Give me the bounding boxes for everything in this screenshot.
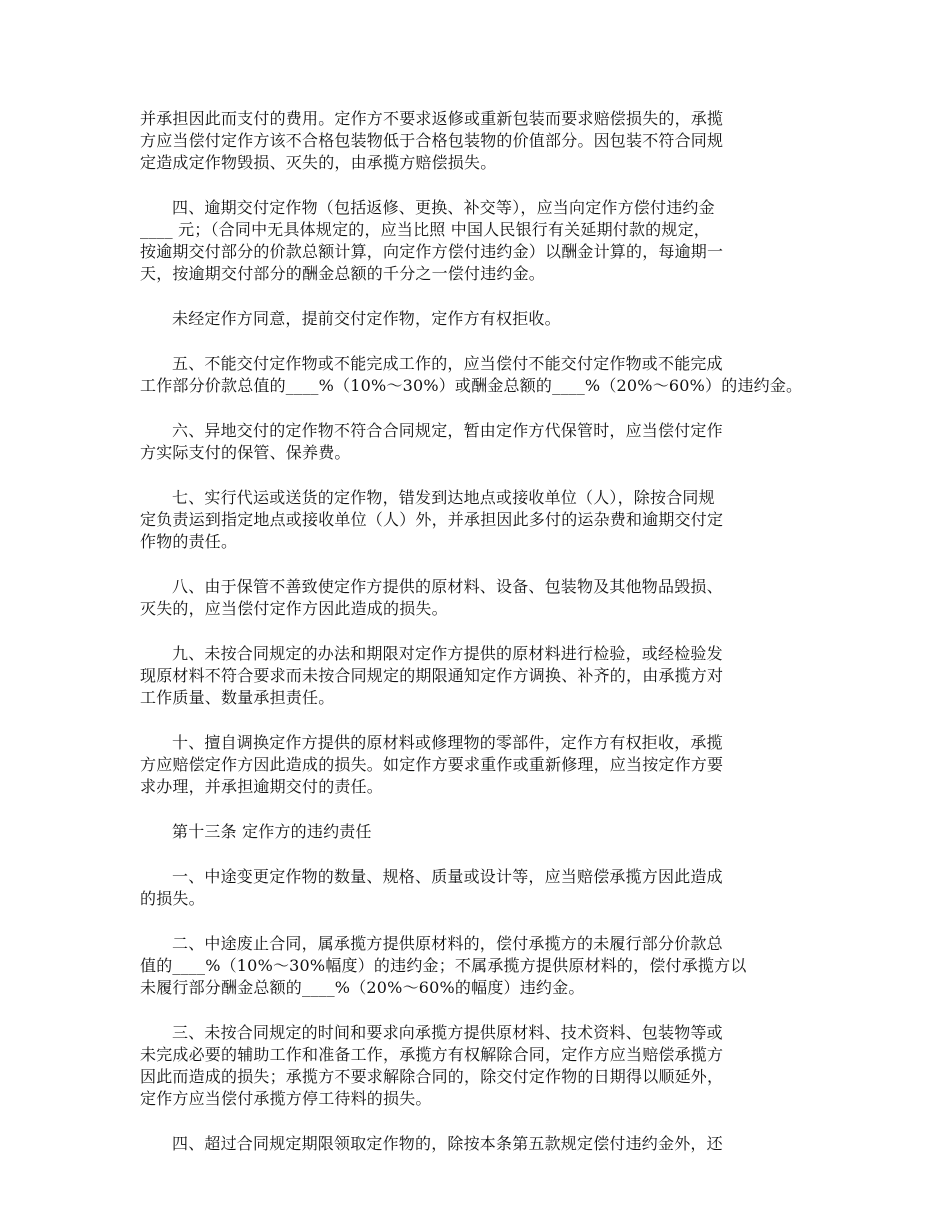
- paragraph-line: 三、未按合同规定的时间和要求向承揽方提供原材料、技术资料、包装物等或: [172, 1023, 723, 1042]
- document-paragraph: [140, 308, 820, 330]
- paragraph-line: 定负责运到指定地点或接收单位（人）外，并承担因此多付的运杂费和逾期交付定: [140, 510, 724, 529]
- document-paragraph: [140, 1022, 820, 1110]
- paragraph-line: 的损失。: [140, 889, 205, 908]
- paragraph-line: 因此而造成的损失；承揽方不要求解除合同的，除交付定作物的日期得以顺延外，: [140, 1067, 724, 1086]
- document-paragraph: [140, 643, 820, 709]
- paragraph-line: 工作质量、数量承担责任。: [140, 688, 335, 707]
- paragraph-line: 四、逾期交付定作物（包括返修、更换、补交等），应当向定作方偿付违约金: [172, 198, 715, 217]
- paragraph-line: 八、由于保管不善致使定作方提供的原材料、设备、包装物及其他物品毁损、: [172, 577, 723, 596]
- document-paragraph: [140, 108, 820, 174]
- paragraph-line: 天，按逾期交付部分的酬金总额的千分之一偿付违约金。: [140, 264, 546, 283]
- paragraph-line: 按逾期交付部分的价款总额计算，向定作方偿付违约金）以酬金计算的，每逾期一: [140, 242, 724, 261]
- document-paragraph: [140, 353, 820, 397]
- paragraph-line: 定造成定作物毁损、灭失的，由承揽方赔偿损失。: [140, 153, 497, 172]
- document-paragraph: [140, 821, 820, 843]
- paragraph-line: 定作方应当偿付承揽方停工待料的损失。: [140, 1089, 432, 1108]
- document-paragraph: [140, 866, 820, 910]
- paragraph-line: 方实际支付的保管、保养费。: [140, 443, 351, 462]
- paragraph-line: 六、异地交付的定作物不符合合同规定，暂由定作方代保管时，应当偿付定作: [172, 421, 723, 440]
- paragraph-line: 作物的责任。: [140, 532, 238, 551]
- document-paragraph: [140, 197, 820, 285]
- paragraph-line: 未履行部分酬金总额的____%（20%～60%的幅度）违约金。: [140, 978, 585, 997]
- document-paragraph: [140, 1133, 820, 1155]
- paragraph-line: 第十三条 定作方的违约责任: [172, 822, 372, 841]
- paragraph-line: 方应当偿付定作方该不合格包装物低于合格包装物的价值部分。因包装不符合同规: [140, 131, 724, 150]
- paragraph-line: 九、未按合同规定的办法和期限对定作方提供的原材料进行检验，或经检验发: [172, 644, 723, 663]
- paragraph-line: 未经定作方同意，提前交付定作物，定作方有权拒收。: [172, 309, 561, 328]
- paragraph-line: 七、实行代运或送货的定作物，错发到达地点或接收单位（人），除按合同规: [172, 488, 715, 507]
- document-paragraph: [140, 487, 820, 553]
- document-paragraph: [140, 933, 820, 999]
- paragraph-line: 工作部分价款总值的____%（10%～30%）或酬金总额的____%（20%～60%）的违约金。: [140, 376, 803, 395]
- document-body: [140, 108, 820, 1178]
- paragraph-line: 灭失的，应当偿付定作方因此造成的损失。: [140, 599, 448, 618]
- document-paragraph: [140, 576, 820, 620]
- paragraph-line: 四、超过合同规定期限领取定作物的，除按本条第五款规定偿付违约金外，还: [172, 1134, 723, 1153]
- paragraph-line: 现原材料不符合要求而未按合同规定的期限通知定作方调换、补齐的，由承揽方对: [140, 666, 724, 685]
- paragraph-line: 五、不能交付定作物或不能完成工作的，应当偿付不能交付定作物或不能完成: [172, 354, 723, 373]
- document-paragraph: [140, 732, 820, 798]
- paragraph-line: 值的____%（10%～30%幅度）的违约金；不属承揽方提供原材料的，偿付承揽方以: [140, 956, 747, 975]
- paragraph-line: 十、擅自调换定作方提供的原材料或修理物的零部件，定作方有权拒收，承揽: [172, 733, 723, 752]
- paragraph-line: 求办理，并承担逾期交付的责任。: [140, 777, 384, 796]
- paragraph-line: 一、中途变更定作物的数量、规格、质量或设计等，应当赔偿承揽方因此造成: [172, 867, 723, 886]
- paragraph-line: ____ 元；（合同中无具体规定的，应当比照 中国人民银行有关延期付款的规定，: [140, 220, 710, 239]
- paragraph-line: 未完成必要的辅助工作和准备工作，承揽方有权解除合同，定作方应当赔偿承揽方: [140, 1045, 724, 1064]
- paragraph-line: 并承担因此而支付的费用。定作方不要求返修或重新包装而要求赔偿损失的，承揽: [140, 109, 724, 128]
- document-paragraph: [140, 420, 820, 464]
- paragraph-line: 二、中途废止合同，属承揽方提供原材料的，偿付承揽方的未履行部分价款总: [172, 934, 723, 953]
- paragraph-line: 方应赔偿定作方因此造成的损失。如定作方要求重作或重新修理，应当按定作方要: [140, 755, 724, 774]
